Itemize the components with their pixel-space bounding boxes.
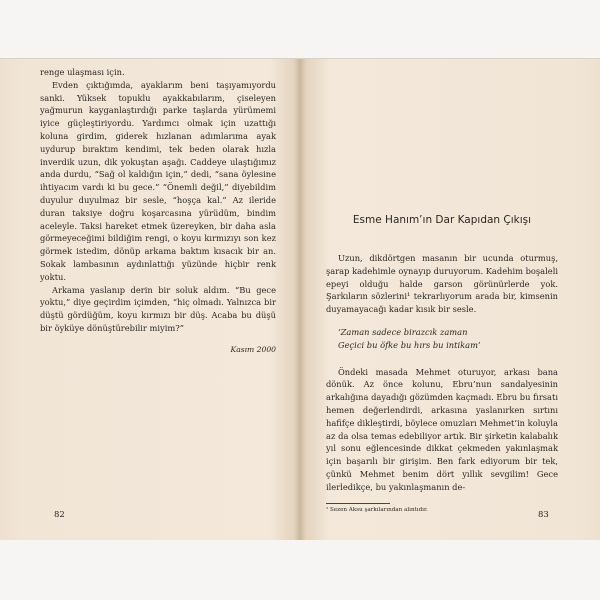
lyric-line-2: Geçici bu öfke bu hırs bu intikam’ bbox=[338, 339, 481, 350]
left-paragraph-2: Evden çıktığımda, ayaklarım beni taşıyamıyordu sanki. Yüksek topuklu ayakkabılarım, çiseleyen yağmurun kayganlaştırdığı parke taşlarda yürümemi iyice güçleştiriyordu. Yardımcı olmak için uzattığı koluna girdim, giderek hızlanan adımlarıma ayak uydurup bıraktım kendimi, tek beden olarak hızla inverdik uzun, dik yokuştan aşağı. Caddeye ulaştığımız anda durdu, “Sağ ol kaldığın için,” dedi, “sana öylesine ihtiyacım vardı ki bu gece.” “Önemli değil,” diyebildim duyulur duyulmaz bir sesle, “hoşça kal.” Az ileride duran taksiye doğru koşarcasına yürüdüm, bindim aceleyle. Taksi hareket etmek üzereyken, bir daha asla görmeyeceğimi bildiğim rengi, o koyu kırmızıyı son kez görmek istedim, dönüp arkama baktım kısacık bir an. Sokak lambasının aydınlattığı yüzünde hiçbir renk yoktu. bbox=[40, 79, 276, 282]
lyric-line-1: ‘Zaman sadece birazcık zaman bbox=[338, 326, 468, 337]
chapter-title: Esme Hanım’ın Dar Kapıdan Çıkışı bbox=[352, 214, 532, 226]
page-number-right: 83 bbox=[538, 510, 549, 520]
footnote-divider bbox=[326, 503, 390, 504]
story-date: Kasım 2000 bbox=[230, 344, 276, 354]
page-number-left: 82 bbox=[54, 510, 65, 520]
right-paragraph-1: Uzun, dikdörtgen masanın bir ucunda oturmuş, şarap kadehimle oynayıp duruyorum. Kadehim boşaleli epeyi olduğu halde garson görünürlerde yok. Şarkıların sözlerini¹ tekrarlıyorum arada bir, kimsenin duyamayacağı kadar kısık bir sesle. bbox=[326, 253, 558, 315]
right-paragraph-2: Öndeki masada Mehmet oturuyor, arkası bana dönük. Az önce kolunu, Ebru’nun sandalyesinin arkalığına dayadığı gözümden kaçmadı. Ebru bu fırsatı hemen değerlendirdi, arkasına yaslanırken sırtını hafifçe dikleştirdi, böylece omuzları Mehmet’in koluyla az da olsa temas edebiliyor artık. Bir şirketin kalabalık yıl sonu eğlencesinde dikkat çekmeden yakınlaşmak için başarılı bir girişim. Ben fark ediyorum bir tek, çünkü Mehmet benim dört yıllık sevgilim! Gece ilerledikçe, bu yakınlaşmanın de- bbox=[326, 366, 558, 492]
left-paragraph-3: Arkama yaslanıp derin bir soluk aldım. “Bu gece yoktu,” diye geçirdim içimden, “hiç olmadı. Yalnızca bir düştü gördüğüm, koyu kırmızı bir düş. Acaba bu düşü bir öyküye dönüştürebilir miyim?” bbox=[40, 284, 276, 333]
footnote: ¹ Sezen Aksu şarkılarından alıntıdır. bbox=[326, 506, 428, 513]
song-lyric-quote bbox=[326, 326, 558, 352]
scan-margin-top bbox=[0, 0, 600, 62]
scan-margin-bottom bbox=[0, 540, 600, 600]
left-paragraph-1: renge ulaşması için. bbox=[40, 67, 125, 77]
right-page bbox=[326, 66, 558, 513]
left-page bbox=[40, 66, 276, 354]
